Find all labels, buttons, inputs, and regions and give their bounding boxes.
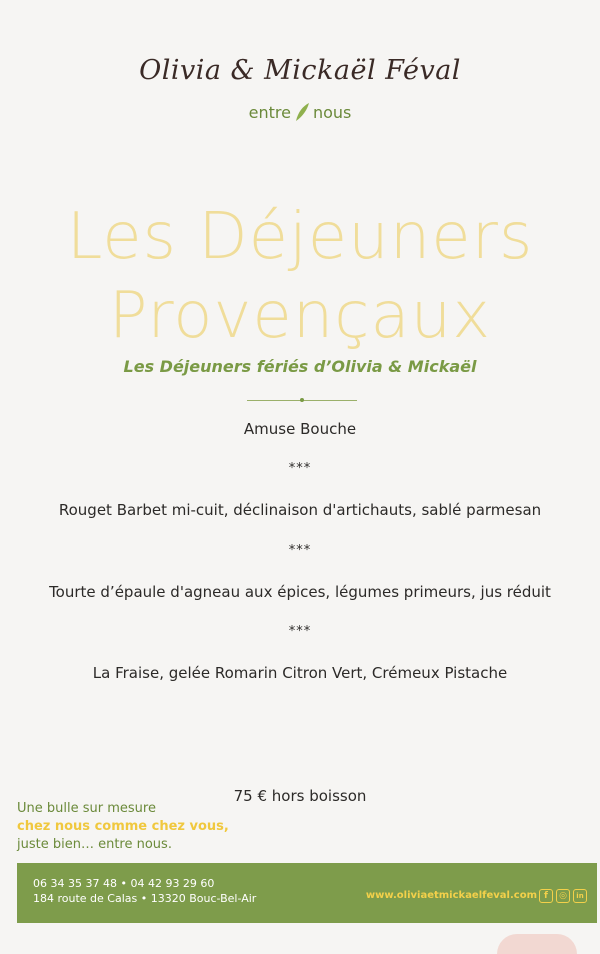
menu-item-starter: Rouget Barbet mi-cuit, déclinaison d'artichauts, sablé parmesan	[58, 501, 542, 519]
facebook-icon[interactable]: f	[539, 889, 553, 903]
divider	[247, 398, 357, 402]
tagline-line1: Une bulle sur mesure	[17, 801, 156, 816]
menu-separator: ***	[288, 461, 312, 476]
social-links	[539, 889, 587, 903]
page-subtitle: Les Déjeuners fériés d’Olivia & Mickaël	[123, 357, 477, 376]
menu-separator: ***	[288, 624, 312, 639]
brand-name: Olivia & Mickaël Féval	[139, 55, 461, 86]
footer-contact	[33, 876, 256, 906]
menu-item-amuse-bouche: Amuse Bouche	[243, 420, 357, 438]
linkedin-icon[interactable]: in	[573, 889, 587, 903]
menu-separator: ***	[288, 543, 312, 558]
footer-address: 184 route de Calas • 13320 Bouc-Bel-Air	[33, 892, 257, 905]
menu-item-dessert: La Fraise, gelée Romarin Citron Vert, Crémeux Pistache	[92, 664, 508, 682]
instagram-icon[interactable]: ◎	[556, 889, 570, 903]
footer-bar	[17, 863, 597, 923]
page-title-line1: Les Déjeuners	[66, 200, 534, 274]
menu-item-main: Tourte d’épaule d'agneau aux épices, légumes primeurs, jus réduit	[49, 583, 551, 601]
footer-phones: 06 34 35 37 48 • 04 42 93 29 60	[33, 877, 215, 890]
tagline	[17, 800, 229, 854]
website-link[interactable]: www.oliviaetmickaelfeval.com	[365, 890, 537, 901]
brand-sub-left: entre	[248, 102, 291, 122]
page-title-line2: Provençaux	[108, 279, 492, 353]
leaf-icon	[294, 102, 310, 122]
brand-sub-right: nous	[312, 102, 352, 122]
tagline-line2: chez nous comme chez vous,	[17, 819, 229, 834]
brand-tagline	[0, 102, 600, 122]
decorative-corner	[497, 934, 577, 954]
price: 75 € hors boisson	[233, 787, 367, 805]
tagline-line3: juste bien… entre nous.	[17, 837, 172, 852]
brand-logo	[0, 55, 600, 122]
